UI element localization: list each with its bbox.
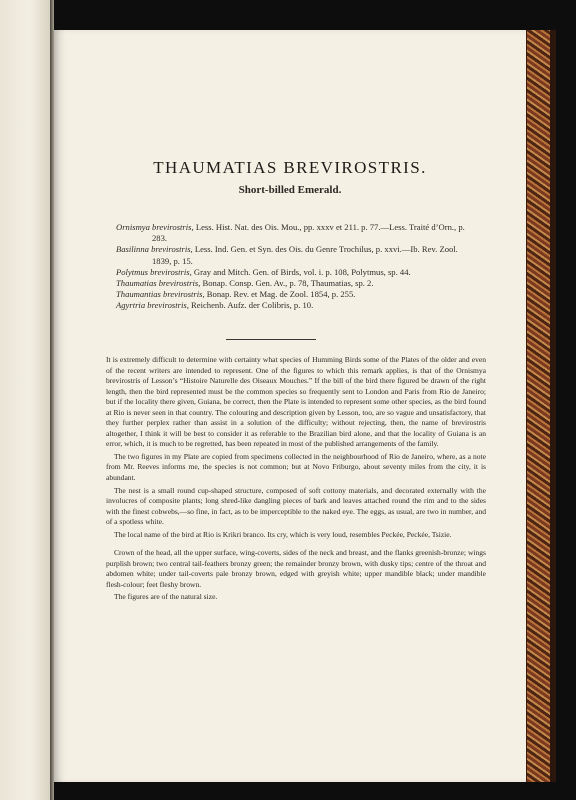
plate-title: THAUMATIAS BREVIROSTRIS. <box>153 158 427 177</box>
synonym-entry: Polytmus brevirostris, Gray and Mitch. Gen. of Birds, vol. i. p. 108, Polytmus, sp. 44. <box>116 266 411 277</box>
section-divider <box>226 339 316 340</box>
paragraph: The two figures in my Plate are copied from specimens collected in the neighbourhood of Rio de Janeiro, where, as a note from Mr. Reeves informs me, the species is not common; but at Novo Friburgo, about seventy miles from the city, it is abundant. <box>106 451 486 483</box>
facing-page-edge <box>0 0 51 800</box>
paragraph: The local name of the bird at Rio is Krikri branco. Its cry, which is very loud, resembles Peckée, Peckée, Tsizie. <box>114 529 452 539</box>
paragraph: The figures are of the natural size. <box>114 592 218 602</box>
paragraph: It is extremely difficult to determine with certainty what species of Humming Birds some of the Plates of the older and even of the recent writers are intended to represent. One of the figures to which this remark applies, is that of the Ornismya brevirostris of Lesson’s “Histoire Naturelle des Oiseaux Mouches.” If the bill of the bird there figured be drawn of the right length, then the bird represented must be the common species so frequently sent to London and Paris from Rio de Janeiro; but if the locality there given, Guiana, be correct, then the Plate is intended to represent some other species, as the bird found at Rio is never seen in that country. The colouring and description given by Lesson, too, are so vague and unsatisfactory, that they further perplex rather than assist in a solution of the difficulty; without rejecting, then, the name of brevirostris altogether, I think it will be best to consider it as referable to the Brazilian bird alone, and that the locality of Guiana is an error, which, it is much to be regretted, has been repeated in most of the published arrangements of the family. <box>106 355 486 449</box>
synonymy-list <box>116 222 476 312</box>
plate-subtitle: Short-billed Emerald. <box>238 184 342 196</box>
paragraph: The nest is a small round cup-shaped structure, composed of soft cottony materials, and decorated externally with the involucres of composite plants; long shred-like dangling pieces of bark and leaves attached round the rim and to the sides with the finest cobwebs,—so fine, in fact, as to be imperceptible to the naked eye. The eggs, as usual, are two in number, and of a spotless white. <box>106 485 486 527</box>
body-text <box>106 355 486 605</box>
synonym-entry: Ornismya brevirostris, Less. Hist. Nat. des Ois. Mou., pp. xxxv et 211. p. 77.—Less. Traité d’Orn., p. 283. <box>116 222 465 244</box>
book-page <box>54 30 526 782</box>
synonym-entry: Basilinna brevirostris, Less. Ind. Gen. et Syn. des Ois. du Genre Trochilus, p. xxvi.—Ib. Rev. Zool. 1839, p. 15. <box>116 244 458 266</box>
synonym-entry: Thaumatias brevirostris, Bonap. Consp. Gen. Av., p. 78, Thaumatias, sp. 2. <box>116 278 374 289</box>
marbled-binding-edge <box>526 30 551 782</box>
synonym-entry: Thaumantias brevirostris, Bonap. Rev. et Mag. de Zool. 1854, p. 255. <box>116 289 356 300</box>
description-paragraph: Crown of the head, all the upper surface, wing-coverts, sides of the neck and breast, and the flanks greenish-bronze; wings purplish brown; two central tail-feathers bronzy green; the remainder bronzy brown, with dusky tips; centre of the throat and abdomen white; under tail-coverts pale bronzy brown, edged with greyish white; upper mandible black; under mandible flesh-colour; feet fleshy brown. <box>106 548 486 589</box>
synonym-entry: Agyrtria brevirostris, Reichenb. Aufz. der Colibris, p. 10. <box>116 300 314 311</box>
binding-spine-shadow <box>550 30 556 782</box>
